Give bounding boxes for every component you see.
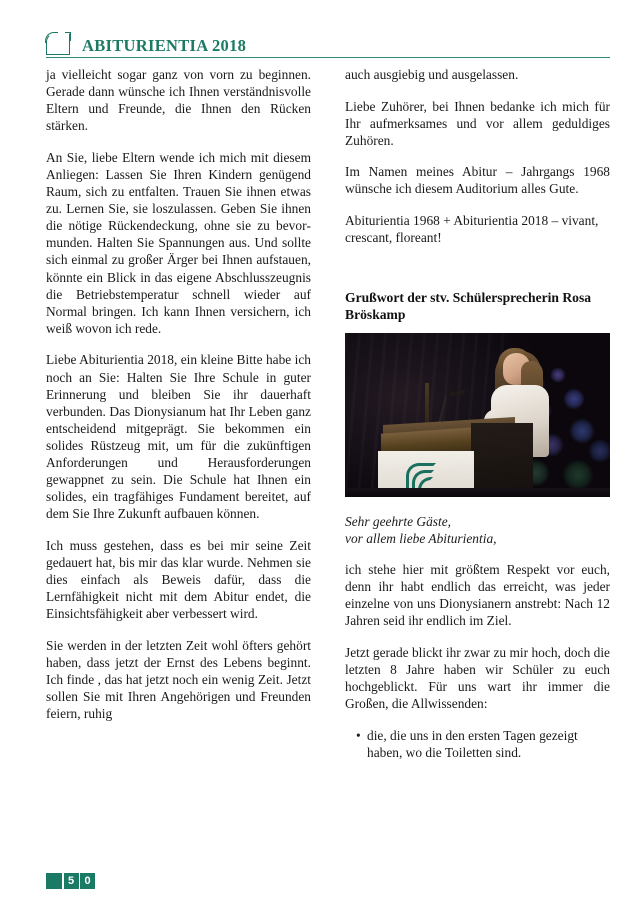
paragraph: Ich muss gestehen, dass es bei mir seine Zeit gedauert hat, bis mir das klar wurde. Nehmen sie dies einfach als Beweis dafür, dass die Lernfähigkeit nicht mit dem Abitur endet, die Einsichtsfähigkeit aber verbessert wird. <box>46 537 311 622</box>
section-spacer <box>345 261 610 289</box>
right-column <box>345 66 610 763</box>
salutation-line: Sehr geehrte Gäste, <box>345 513 451 529</box>
salutation-line: vor allem liebe Abiturientia, <box>345 530 497 546</box>
stage-floor <box>345 488 610 497</box>
paragraph: ja vielleicht sogar ganz von vorn zu beginnen. Gerade dann wünsche ich Ihnen verständnisvolle Eltern und Freunde, die Ihnen den Rücken stärken. <box>46 67 311 134</box>
lectern-side <box>471 423 533 497</box>
salutation <box>345 513 610 547</box>
paragraph: Liebe Abiturientia 2018, ein kleine Bitte habe ich noch an Sie: Halten Sie Ihre Schule in guter Erinnerung und bleiben Sie ihr dauerhaft verbunden. Das Dionysianum hat Ihr Leben ganz entscheidend mitgeprägt. Sie bekommen ein solides Rüstzeug mit, um für die zukünftigen Anforderungen und Herausforderungen gewappnet zu sein. Die Schule hat Ihnen ein solides, ein tragfähiges Fundament bereitet, auf dem Sie Ihre Zukunft aufbauen können. <box>46 352 311 522</box>
paragraph: auch ausgiebig und ausgelassen. <box>345 67 519 82</box>
paragraph: Im Namen meines Abitur – Jahrgangs 1968 wünsche ich diesem Auditorium alles Gute. <box>345 164 610 197</box>
bullet-list <box>345 727 610 761</box>
page-number-box: 5 <box>64 873 79 889</box>
page-header <box>46 26 610 62</box>
left-column <box>46 66 311 722</box>
page-number-box <box>46 873 62 889</box>
page-number-box: 0 <box>80 873 95 889</box>
paragraph: ich stehe hier mit größtem Respekt vor euch, denn ihr habt endlich das erreicht, was jeder einzelne von uns Dionysianern anstrebt: Nach 12 Jahren seid ihr endlich im Ziel. <box>345 561 610 629</box>
paragraph: Jetzt gerade blickt ihr zwar zu mir hoch, doch die letzten 8 Jahre haben wir Schüler zu euch hochgeblickt. Für uns wart ihr immer die Großen, die Allwissenden: <box>345 644 610 712</box>
section-heading: Grußwort der stv. Schülersprecherin Rosa Bröskamp <box>345 289 592 322</box>
paragraph: An Sie, liebe Eltern wende ich mich mit diesem Anliegen: Lassen Sie Ihren Kindern genügend Raum, sich zu entfalten. Trauen Sie ihnen etwas zu. Lernen Sie, sie loszulassen. Geben Sie ihnen die nötige Rückendeckung, ohne sie zu bevormunden. Halten Sie Spannungen aus. Und sollte sich einmal zu großer Ärger bei Ihnen aufstauen, könnte ein Blick in das eigene Abschlusszeugnis die Betriebstemperatur schnell wieder auf Normal bringen. Ich kann Ihnen versichern, ich weiß wovon ich rede. <box>46 149 311 336</box>
header-row <box>46 26 610 56</box>
paragraph: Sie werden in der letzten Zeit wohl öfters gehört haben, dass jetzt der Ernst des Lebens beginnt. Ich finde , das hat jetzt noch ein wenig Zeit. Jetzt sollen Sie mit Ihren Angehörigen und Freunden feiern, ruhig <box>46 637 311 722</box>
stage-pole <box>425 383 429 427</box>
page-title: ABITURIENTIA 2018 <box>82 35 247 55</box>
paragraph: Liebe Zuhörer, bei Ihnen bedanke ich mich für Ihr aufmerksames und vor allem geduldiges Zuhören. <box>345 98 610 148</box>
paragraph: Abiturientia 1968 + Abiturientia 2018 – vivant, crescant, floreant! <box>345 213 599 246</box>
list-item: • die, die uns in den ersten Tagen gezeigt haben, wo die Toiletten sind. <box>358 727 610 761</box>
header-divider <box>46 57 610 58</box>
speaker-at-lectern-photo <box>345 333 610 497</box>
page-number-footer <box>46 873 95 889</box>
content-columns <box>46 66 610 856</box>
abiturientia-bracket-logo-icon <box>46 33 70 55</box>
